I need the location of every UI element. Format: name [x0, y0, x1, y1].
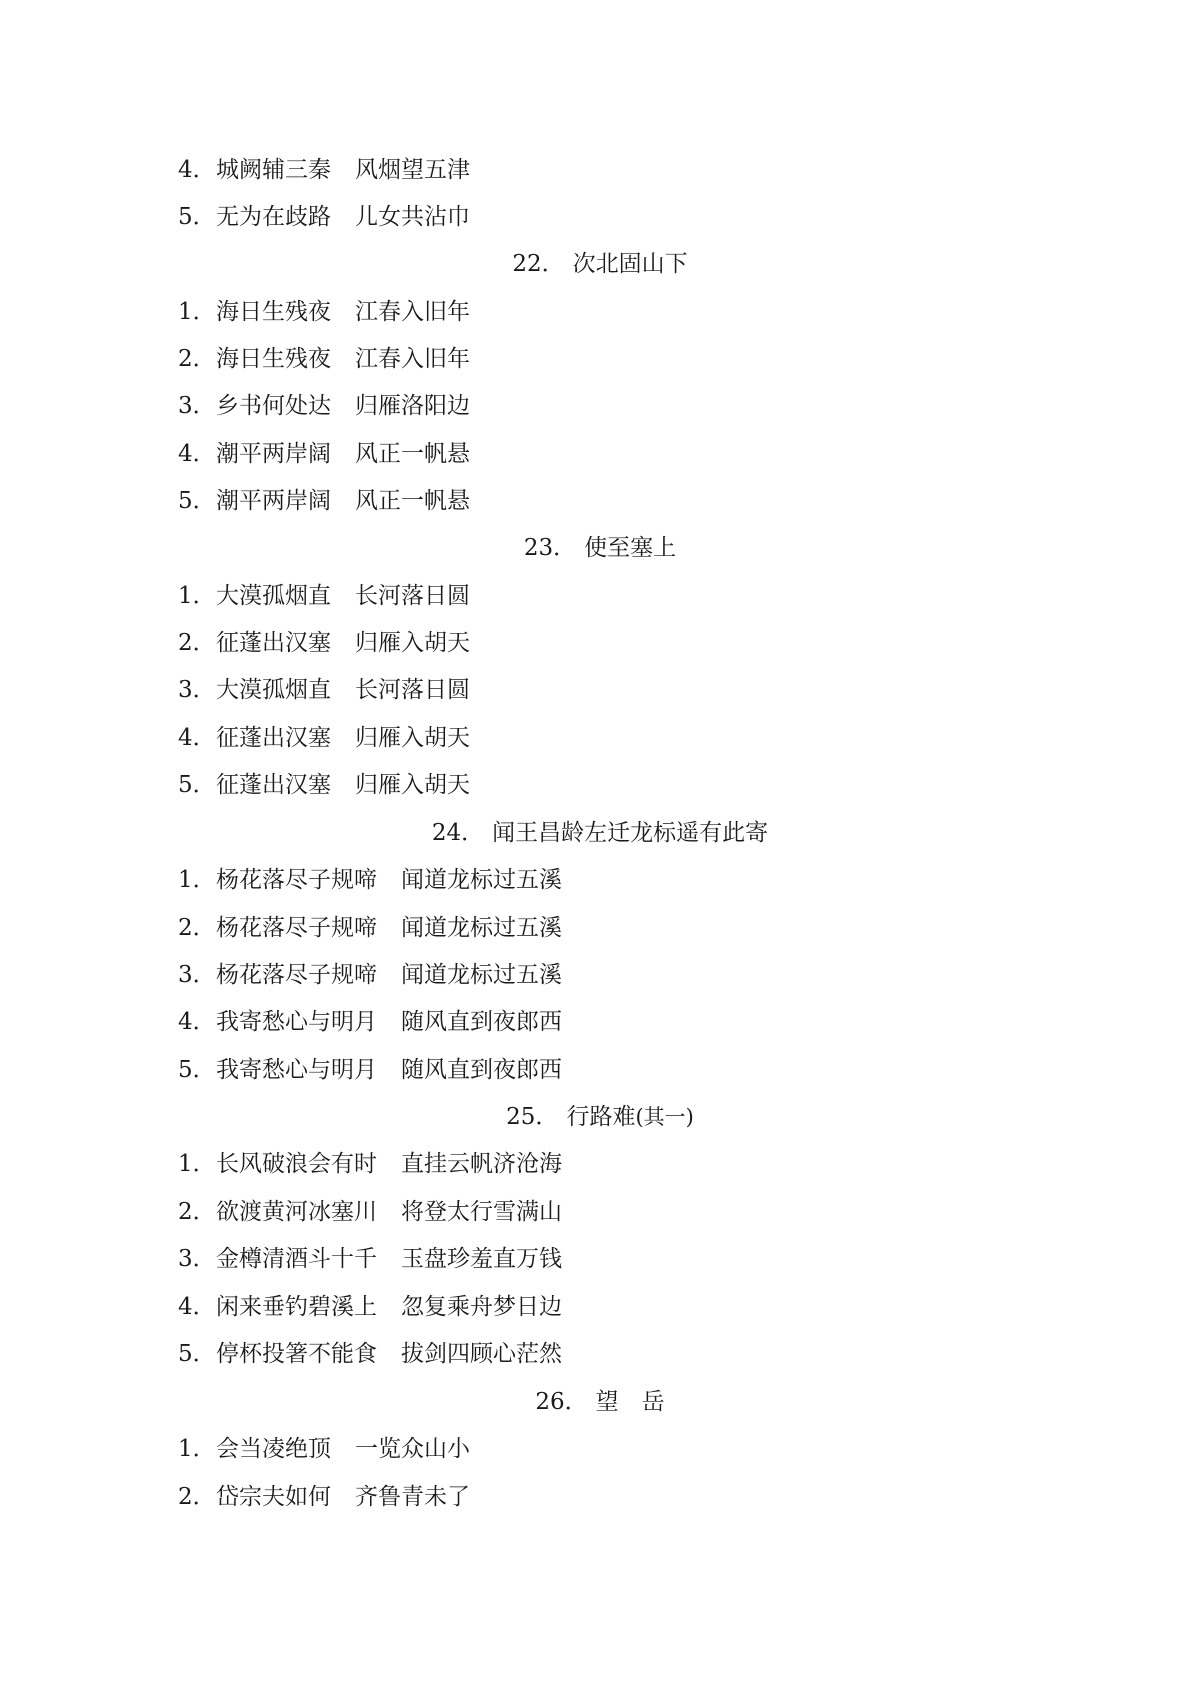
answer-line — [178, 481, 470, 521]
answer-line — [178, 576, 470, 616]
item-number: 1． — [178, 1436, 216, 1462]
answer-line — [178, 1429, 470, 1469]
section-number: 22． — [512, 251, 565, 277]
item-number: 1． — [178, 583, 216, 609]
verse-first: 大漠孤烟直 — [216, 583, 331, 609]
item-number: 4． — [178, 725, 216, 751]
verse-second: 拔剑四顾心茫然 — [401, 1341, 562, 1367]
verse-first: 杨花落尽子规啼 — [216, 867, 377, 893]
verse-first: 我寄愁心与明月 — [216, 1057, 377, 1083]
verse-second: 归雁入胡天 — [355, 772, 470, 798]
item-number: 5． — [178, 1057, 216, 1083]
answer-line — [178, 623, 470, 663]
item-number: 3． — [178, 1246, 216, 1272]
verse-first: 闲来垂钓碧溪上 — [216, 1294, 377, 1320]
section-title: 行路难 — [566, 1104, 636, 1130]
item-number: 4． — [178, 1294, 216, 1320]
item-number: 2． — [178, 1199, 216, 1225]
verse-first: 征蓬出汉塞 — [216, 725, 331, 751]
item-number: 2． — [178, 346, 216, 372]
verse-first: 征蓬出汉塞 — [216, 772, 331, 798]
verse-second: 风正一帆悬 — [355, 441, 470, 467]
verse-first: 长风破浪会有时 — [216, 1151, 377, 1177]
verse-second: 随风直到夜郎西 — [401, 1009, 562, 1035]
verse-second: 玉盘珍羞直万钱 — [401, 1246, 562, 1272]
item-number: 4． — [178, 157, 216, 183]
verse-second: 一览众山小 — [355, 1436, 470, 1462]
item-number: 4． — [178, 441, 216, 467]
answer-line — [178, 1192, 562, 1232]
verse-first: 金樽清酒斗十千 — [216, 1246, 377, 1272]
answer-line — [178, 1477, 470, 1517]
answer-line — [178, 765, 470, 805]
verse-first: 岱宗夫如何 — [216, 1484, 331, 1510]
verse-second: 归雁入胡天 — [355, 725, 470, 751]
answer-line — [178, 292, 470, 332]
section-subtitle: (其一) — [635, 1105, 694, 1129]
answer-line — [178, 197, 470, 237]
answer-line — [178, 386, 470, 426]
verse-second: 闻道龙标过五溪 — [401, 867, 562, 893]
answer-line — [178, 908, 562, 948]
verse-second: 长河落日圆 — [355, 677, 470, 703]
item-number: 1． — [178, 299, 216, 325]
verse-first: 城阙辅三秦 — [216, 157, 331, 183]
item-number: 2． — [178, 915, 216, 941]
answer-line — [178, 1002, 562, 1042]
verse-first: 停杯投箸不能食 — [216, 1341, 377, 1367]
verse-second: 齐鲁青未了 — [355, 1484, 470, 1510]
verse-second: 江春入旧年 — [355, 299, 470, 325]
item-number: 5． — [178, 488, 216, 514]
item-number: 3． — [178, 962, 216, 988]
section-number: 23． — [523, 535, 577, 561]
section-title: 次北固山下 — [572, 251, 688, 277]
verse-first: 大漠孤烟直 — [216, 677, 331, 703]
answer-line — [178, 1050, 562, 1090]
verse-first: 无为在歧路 — [216, 204, 331, 230]
item-number: 2． — [178, 1484, 216, 1510]
verse-first: 潮平两岸阔 — [216, 488, 331, 514]
verse-second: 闻道龙标过五溪 — [401, 962, 562, 988]
verse-second: 江春入旧年 — [355, 346, 470, 372]
verse-second: 归雁洛阳边 — [355, 393, 470, 419]
verse-second: 风烟望五津 — [355, 157, 470, 183]
verse-first: 潮平两岸阔 — [216, 441, 331, 467]
section-heading-22 — [0, 244, 1200, 284]
item-number: 5． — [178, 204, 216, 230]
item-number: 1． — [178, 1151, 216, 1177]
verse-second: 归雁入胡天 — [355, 630, 470, 656]
item-number: 5． — [178, 1341, 216, 1367]
verse-first: 欲渡黄河冰塞川 — [216, 1199, 377, 1225]
section-title: 使至塞上 — [584, 535, 677, 561]
answer-line — [178, 1239, 562, 1279]
answer-line — [178, 1334, 562, 1374]
section-heading-26 — [0, 1382, 1200, 1422]
item-number: 2． — [178, 630, 216, 656]
answer-line — [178, 434, 470, 474]
verse-second: 随风直到夜郎西 — [401, 1057, 562, 1083]
verse-first: 乡书何处达 — [216, 393, 331, 419]
verse-first: 征蓬出汉塞 — [216, 630, 331, 656]
answer-line — [178, 670, 470, 710]
answer-line — [178, 955, 562, 995]
answer-line — [178, 718, 470, 758]
section-heading-24 — [0, 813, 1200, 853]
verse-second: 长河落日圆 — [355, 583, 470, 609]
answer-line — [178, 150, 470, 190]
verse-first: 会当凌绝顶 — [216, 1436, 331, 1462]
answer-line — [178, 1144, 562, 1184]
item-number: 4． — [178, 1009, 216, 1035]
verse-first: 我寄愁心与明月 — [216, 1009, 377, 1035]
answer-line — [178, 860, 562, 900]
verse-second: 风正一帆悬 — [355, 488, 470, 514]
verse-second: 儿女共沾巾 — [355, 204, 470, 230]
verse-first: 杨花落尽子规啼 — [216, 915, 377, 941]
verse-second: 将登太行雪满山 — [401, 1199, 562, 1225]
verse-second: 闻道龙标过五溪 — [401, 915, 562, 941]
verse-second: 直挂云帆济沧海 — [401, 1151, 562, 1177]
section-number: 24． — [431, 820, 485, 846]
section-number: 26． — [535, 1389, 588, 1415]
section-title: 闻王昌龄左迁龙标遥有此寄 — [492, 820, 769, 846]
answer-line — [178, 339, 470, 379]
section-number: 25． — [506, 1104, 559, 1130]
item-number: 3． — [178, 677, 216, 703]
answer-line — [178, 1287, 562, 1327]
verse-first: 海日生残夜 — [216, 346, 331, 372]
verse-first: 海日生残夜 — [216, 299, 331, 325]
section-heading-23 — [0, 528, 1200, 568]
section-title: 望 岳 — [595, 1389, 665, 1415]
verse-first: 杨花落尽子规啼 — [216, 962, 377, 988]
section-heading-25 — [0, 1097, 1200, 1137]
item-number: 5． — [178, 772, 216, 798]
item-number: 1． — [178, 867, 216, 893]
item-number: 3． — [178, 393, 216, 419]
verse-second: 忽复乘舟梦日边 — [401, 1294, 562, 1320]
